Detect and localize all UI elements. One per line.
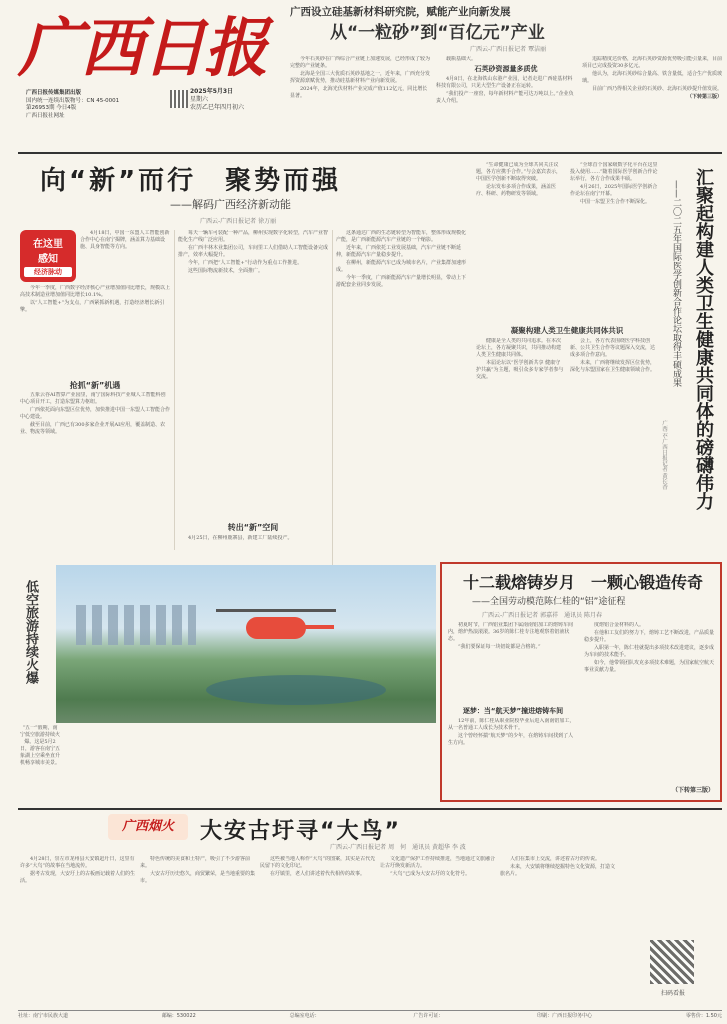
divider <box>18 808 722 810</box>
photo-title-text: 低空旅游持续火爆 <box>23 580 38 684</box>
edition-line: 广西日报传媒集团出版 <box>26 90 82 96</box>
forum-body: “生命健康已成为全球共同关注议题，各方应携手合作。”与会嘉宾表示，中国医学创新不断取得突破。 论坛发布多项合作成果，涵盖医疗、科研、药物研发等领域。 <box>476 162 562 197</box>
top-story-kicker: 广西设立硅基新材料研究院，赋能产业向新发展 <box>290 6 511 18</box>
forum-body: “全球首个国家级数字化平台在这里投入使用……”随着国际医学创新合作论坛举行，各方合作成果丰硕。 4月26日，2025年国际医学创新合作论坛在南宁开幕。 中国一东盟卫生合作不断深化。 <box>570 162 658 205</box>
feature-body: 这条通达广西的生态链转型为智能车，整体形成规模化产能，是广西新能源汽车产业链的一个缩影。 近年来，广西依托工业发展基础，汽车产业链不断延伸，新能源汽车产量稳步提升。 在柳州，新能源汽车已成为城市名片，产业集群加速形成。 今年一季度，广西新能源汽车产量增长明显，带动上下游配套企业同步发展。 <box>336 230 466 288</box>
issue-lunar: 农历乙巳年四月初六 <box>190 104 245 111</box>
model-worker-body: 初夏时节，广西铝业集团下属南南铝加工的熔铸车间内，熔炉热浪滚滚。36岁的陈仁桂专注地观察着铝液状态。 “我们要保证每一块铝锭都是合格的。” <box>448 622 574 650</box>
forum-byline-text: 广西云-广西日报记者 黄长香 <box>661 420 667 490</box>
badge-line: 在这里 <box>33 239 63 250</box>
model-worker-box <box>440 562 722 802</box>
footer-divider <box>18 1010 722 1011</box>
footer-item: 印刷：广西日报印务中心 <box>537 1013 593 1019</box>
bottom-story-body: 特色传统的美食和土特产，吸引了不少游客前来。 大安古圩历史悠久，商贸繁荣，是当地重要的集市。 <box>140 856 256 884</box>
feature-body: 4月18日，中国一东盟人工智能创新合作中心在南宁揭牌，涵盖算力基础设施、具身智能等方向。 <box>80 230 170 250</box>
top-story-body: 追踪精度达价格，北海石英砂资源优势吸引能引量来，目前项目已完成投资30多亿元。 他认为，北海石英砂综合量高、铁含量低，适合生产优质玻璃。 目前广西乃得相关企业的石英砂、北海石英砂提升值发展。 （下转第三版） <box>582 56 722 100</box>
feature-subtitle: ——解码广西经济新动能 <box>170 198 291 211</box>
badge-line: 感知 <box>38 254 58 265</box>
logo-text: 广西日报 <box>18 11 266 86</box>
masthead-date-box <box>190 88 278 112</box>
feature-body: 今年一季度，广西数字经济核心产业增加值同比增长，规模以上高技术制造业增加值同比增长10.1%。 以“人工智能+”为支点，广西紧抓新机遇，打造经济增长新引擎。 <box>20 285 170 313</box>
continued-note: （下转第三版） <box>686 94 722 100</box>
bottom-story-title: 大安古圩寻“大鸟” <box>200 819 401 844</box>
forum-subtitle-text: ——二〇二五年国际医学创新合作论坛取得丰硕成果 <box>671 180 681 387</box>
model-worker-byline: 广西云-广西日报记者 郭嘉祥 通讯员 陈月春 <box>482 612 602 619</box>
issue-weekday: 星期六 <box>190 96 209 103</box>
forum-subhead: 凝聚构建人类卫生健康共同体共识 <box>510 326 624 335</box>
edition-line: 广西日报社网址 <box>26 112 65 119</box>
feature-body: 五象云谷AI智算产业园里，南宁国际科技产业城人工智能科创中心项目开工，打造东盟算力枢纽。 广西依托面向东盟区位优势，加快推进中国一东盟人工智能合作中心建设。 截至目前，广西已有300多家企业开展AI应用，覆盖制造、农业、物流等领域。 <box>20 392 170 435</box>
footer-item: 社址：南宁市民族大道 <box>18 1013 69 1019</box>
section-tag-text: 广西烟火 <box>121 819 174 834</box>
column-rule <box>332 230 333 565</box>
bottom-story-body: 文化遗产保护工作持续推进，当地通过文旅融合让古圩焕发新活力。 “大鸟”已成为大安古圩的文化符号。 <box>380 856 496 877</box>
model-worker-continued: （下转第三版） <box>671 787 714 794</box>
feature-body: 4月25日，在柳州鹿寨县，新建工厂陆续投产。 <box>188 535 293 541</box>
forum-subtitle <box>670 180 686 510</box>
lake <box>206 675 386 705</box>
forum-title <box>688 168 722 558</box>
footer-item: 总编室电话： <box>289 1013 320 1019</box>
section-tag <box>108 814 188 840</box>
forum-byline <box>660 420 670 540</box>
model-worker-subtitle: ——全国劳动模范陈仁桂的“铝”途征程 <box>472 597 626 607</box>
feature-subhead: 抢抓“新”机遇 <box>69 381 121 390</box>
top-story-title: 从“一粒砂”到“百亿元”产业 <box>330 23 545 43</box>
photo-title <box>22 580 52 720</box>
footer-info <box>18 1012 722 1019</box>
model-worker-subhead: 逐梦：当“航天梦”撞进熔铸车间 <box>462 707 564 715</box>
footer-item: 零售价：1.50元 <box>685 1013 722 1019</box>
forum-title-text: 汇聚起构建人类卫生健康共同体的磅礴伟力 <box>693 168 714 510</box>
top-story-byline: 广西云-广西日报记者 覃洁丽 <box>470 46 547 53</box>
qr-label: 扫码看报 <box>660 990 685 997</box>
bottom-story-body: 这些被当地人称作“大鸟”的图案，其实是古代先民留下的文化印记。 在圩镇里，老人们讲述着代代相传的故事。 <box>260 856 376 877</box>
forum-body: 健康是全人类的共同追求。在本次论坛上，各方凝聚共识，共同推动构建人类卫生健康共同体。 本届论坛以“医学创新共享 健康守护共赢”为主题，吸引众多专家学者参与交流。 <box>476 338 564 380</box>
feature-badge <box>20 230 76 282</box>
badge-line: 经济脉动 <box>24 267 72 277</box>
photo-tourism <box>56 565 436 723</box>
model-worker-body: 12年前，陈仁桂从职业院校毕业后进入南南铝加工，从一名普通工人成长为技术骨干。 这个曾经怀揣“航天梦”的少年，在熔铸车间找到了人生方向。 <box>448 718 575 746</box>
model-worker-body: 度熔铝合金材料的人。 在他和工友们的努力下，熔铸工艺不断改进，产品质量稳步提升。 入职第一年，陈仁桂就提出多项技术改进建议，逐步成为车间的技术能手。 如今，他带领团队攻克多项技术难题，为国家航空航天事业贡献力量。 <box>584 622 715 673</box>
edition-line: 国内统一连续出版物号：CN 45-0001 <box>26 97 120 104</box>
photo-caption: “五一”假期，南宁低空旅游持续火爆。这是5月2日，游客在南宁五象湖上空乘坐直升机畅享城市美景。 <box>20 725 60 766</box>
top-story-body: 载瓶基础大。 石英砂资源量多质优 4月8日，在北海铁山东港产业园，记者走进广西硅基材料科技有限公司，只见大型生产设备正在运转。 “我们投产一座窑，每年新材料产能可达万吨以上。”企业负责人介绍。 <box>436 56 576 151</box>
footer-item: 邮编：530022 <box>161 1013 196 1019</box>
edition-line: 第26953期 今日4版 <box>26 105 77 111</box>
helicopter-icon <box>216 605 336 645</box>
bottom-story-body: 人们在集市上交流，讲述着古圩的传说。 未来，大安镇将继续挖掘特色文化资源，打造文旅名片。 <box>500 856 616 877</box>
feature-subhead: 转出“新”空间 <box>227 523 279 532</box>
footer-item: 广告许可证： <box>413 1013 444 1019</box>
qr-code-icon <box>170 90 188 108</box>
bottom-story-body: 4月28日，崇左市龙州县大安镇赶圩日，这里有许多“大鸟”的故事在当地流传。 据考古发现，大安圩上的古板画记载着人们的生活。 <box>20 856 136 884</box>
feature-body: 每天一辆车可装配一种产品，柳州实现数字化转型，汽车产业智能化生产线广泛应用。 在广西丰林木业集团公司，车间里工人们借助人工智能设备完成排产，效率大幅提升。 今年，广西把“人工智能+”行动作为重点工作推进。 这些国际物流新技术，全面推广。 <box>178 230 328 274</box>
feature-byline: 广西云-广西日报记者 徐万丽 <box>200 218 277 225</box>
forum-body: 会上，各方代表围绕医学科技创新、公共卫生合作等议题深入交流，达成多项合作意向。 未来，广西将继续发挥区位优势，深化与东盟国家在卫生健康领域合作。 <box>570 338 656 373</box>
bottom-story-byline: 广西云-广西日报记者 周 何 通讯员 黄超华 李 波 <box>330 844 466 851</box>
bottom-qr-code-icon <box>650 940 694 984</box>
edition-info <box>26 90 176 120</box>
top-story-subhead: 石英砂资源量多质优 <box>474 65 538 73</box>
feature-title: 向“新”而行 聚势而强 <box>40 166 342 196</box>
divider <box>18 152 722 154</box>
issue-date: 2025年5月3日 <box>190 88 234 95</box>
model-worker-title: 十二载熔铸岁月 一颗心锻造传奇 <box>462 573 703 592</box>
city-skyline <box>76 605 196 645</box>
top-story-body: 今年石英砂在广西综合产业链上加速发展，已经形成了较为完整的产业链条。 北海是全国三大优质石英砂基地之一，近年来，广西充分发挥资源禀赋优势，推动硅基新材料产业向新发展。 2024年，北海光伏材料产业完成产值112亿元，同比增长显著。 <box>290 56 430 99</box>
masthead-logo <box>18 8 268 92</box>
column-rule <box>174 230 175 550</box>
